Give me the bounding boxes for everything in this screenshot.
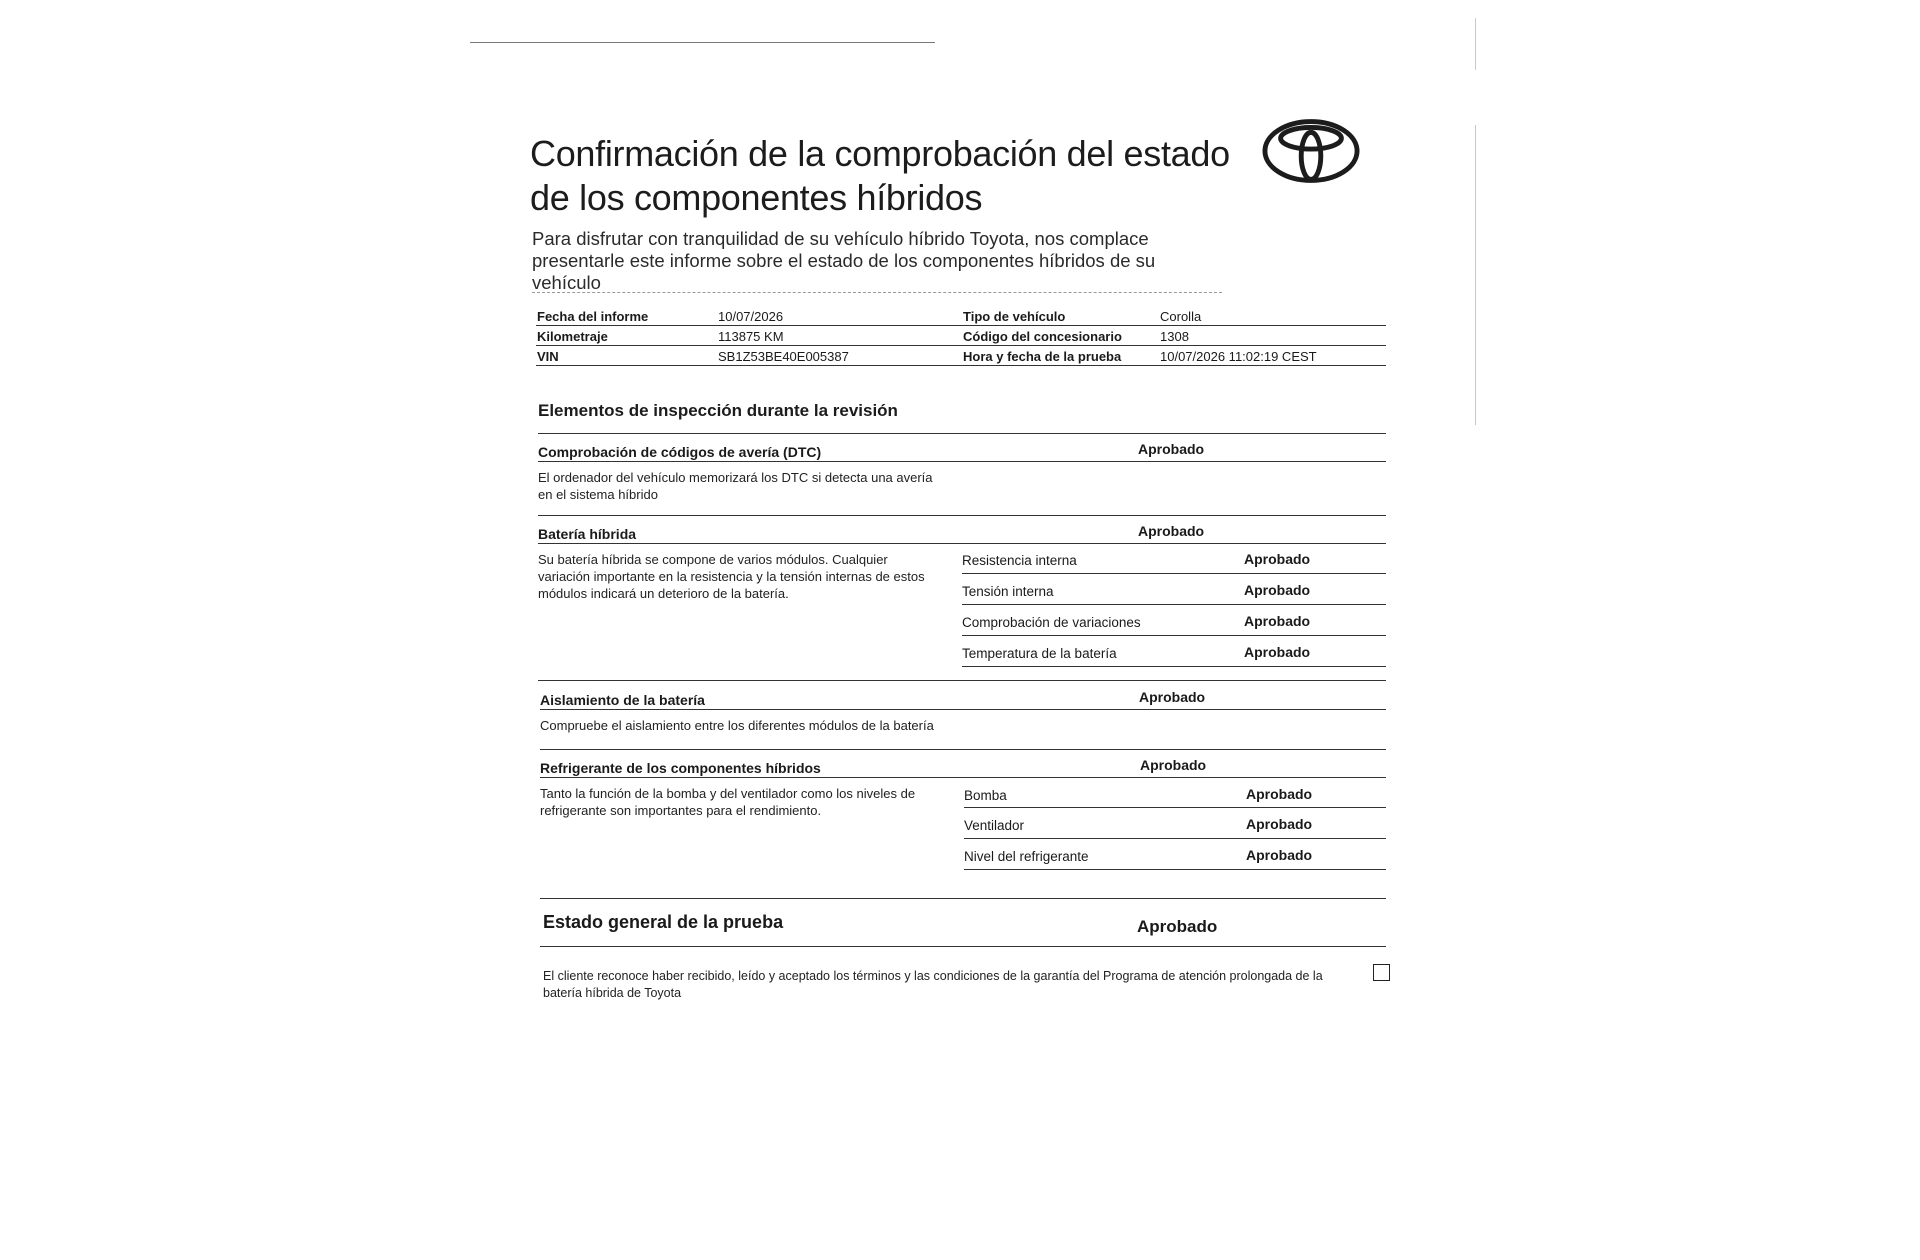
vehicle-info-table xyxy=(536,306,1386,366)
divider xyxy=(540,898,1386,899)
battery-check-status: Aprobado xyxy=(1244,644,1311,660)
overall-status: Aprobado xyxy=(1137,917,1218,936)
divider xyxy=(964,838,1386,839)
divider xyxy=(540,946,1386,947)
insulation-status: Aprobado xyxy=(1139,689,1206,705)
divider xyxy=(962,635,1386,636)
mileage-label: Kilometraje xyxy=(537,329,608,344)
divider xyxy=(540,709,1386,710)
divider xyxy=(962,604,1386,605)
info-row-date xyxy=(536,306,1386,326)
title-line-2: de los componentes híbridos xyxy=(530,177,983,218)
divider xyxy=(538,543,1386,544)
title-line-1: Confirmación de la comprobación del estado xyxy=(530,133,1230,174)
dealer-code-label: Código del concesionario xyxy=(963,329,1122,344)
insulation-description: Compruebe el aislamiento entre los diferentes módulos de la batería xyxy=(540,718,934,733)
info-row-vin xyxy=(536,346,1386,366)
dealer-code-value: 1308 xyxy=(1160,329,1189,344)
report-date-label: Fecha del informe xyxy=(537,309,649,324)
battery-status: Aprobado xyxy=(1138,523,1205,539)
scan-artifact-edge xyxy=(1475,125,1476,425)
coolant-title: Refrigerante de los componentes híbridos xyxy=(540,760,821,776)
acceptance-checkbox[interactable] xyxy=(1373,964,1390,981)
scan-artifact-edge xyxy=(1475,18,1476,70)
toyota-logo-icon xyxy=(1262,118,1360,184)
battery-check-label: Temperatura de la batería xyxy=(962,646,1117,661)
divider xyxy=(540,749,1386,750)
battery-check-status: Aprobado xyxy=(1244,582,1311,598)
intro-text: Para disfrutar con tranquilidad de su vehículo híbrido Toyota, nos complace presentarle este informe sobre el estado de los componentes híbridos de su vehículo xyxy=(532,228,1156,293)
coolant-status: Aprobado xyxy=(1140,757,1207,773)
scan-artifact-line xyxy=(470,42,935,43)
divider xyxy=(538,433,1386,434)
insulation-title: Aislamiento de la batería xyxy=(540,692,705,708)
coolant-check-status: Aprobado xyxy=(1246,816,1313,832)
coolant-check-status: Aprobado xyxy=(1246,786,1313,802)
dtc-status: Aprobado xyxy=(1138,441,1205,457)
vin-label: VIN xyxy=(537,349,559,364)
info-row-mileage xyxy=(536,326,1386,346)
battery-description: Su batería híbrida se compone de varios módulos. Cualquier variación importante en la resistencia y la tensión internas de estos módulos indicará un deterioro de la batería. xyxy=(538,552,925,601)
dtc-title: Comprobación de códigos de avería (DTC) xyxy=(538,444,822,460)
disclaimer-text: El cliente reconoce haber recibido, leído y aceptado los términos y las condiciones de la garantía del Programa de atención prolongada de la batería híbrida de Toyota xyxy=(543,969,1323,1000)
test-datetime-value: 10/07/2026 11:02:19 CEST xyxy=(1160,349,1317,364)
divider xyxy=(538,680,1386,681)
divider xyxy=(964,869,1386,870)
battery-check-label: Comprobación de variaciones xyxy=(962,615,1141,630)
divider xyxy=(962,666,1386,667)
battery-check-label: Resistencia interna xyxy=(962,553,1077,568)
divider xyxy=(538,461,1386,462)
divider xyxy=(538,515,1386,516)
vehicle-type-value: Corolla xyxy=(1160,309,1202,324)
battery-check-status: Aprobado xyxy=(1244,551,1311,567)
divider xyxy=(540,777,1386,778)
coolant-check-status: Aprobado xyxy=(1246,847,1313,863)
vehicle-type-label: Tipo de vehículo xyxy=(963,309,1066,324)
coolant-check-label: Nivel del refrigerante xyxy=(964,849,1089,864)
divider xyxy=(962,573,1386,574)
divider xyxy=(964,807,1386,808)
test-datetime-label: Hora y fecha de la prueba xyxy=(963,349,1122,364)
overall-title: Estado general de la prueba xyxy=(543,912,784,932)
coolant-check-label: Bomba xyxy=(964,788,1007,803)
page-title xyxy=(530,132,1290,220)
report-date-value: 10/07/2026 xyxy=(718,309,784,324)
vin-value: SB1Z53BE40E005387 xyxy=(718,349,849,364)
mileage-value: 113875 KM xyxy=(718,329,784,344)
coolant-description: Tanto la función de la bomba y del ventilador como los niveles de refrigerante son importantes para el rendimiento. xyxy=(540,786,916,818)
coolant-check-label: Ventilador xyxy=(964,818,1025,833)
divider xyxy=(532,292,1222,293)
dtc-description: El ordenador del vehículo memorizará los DTC si detecta una avería en el sistema híbrido xyxy=(538,470,933,502)
inspection-heading: Elementos de inspección durante la revisión xyxy=(538,401,898,420)
battery-check-label: Tensión interna xyxy=(962,584,1054,599)
battery-title: Batería híbrida xyxy=(538,526,637,542)
battery-check-status: Aprobado xyxy=(1244,613,1311,629)
